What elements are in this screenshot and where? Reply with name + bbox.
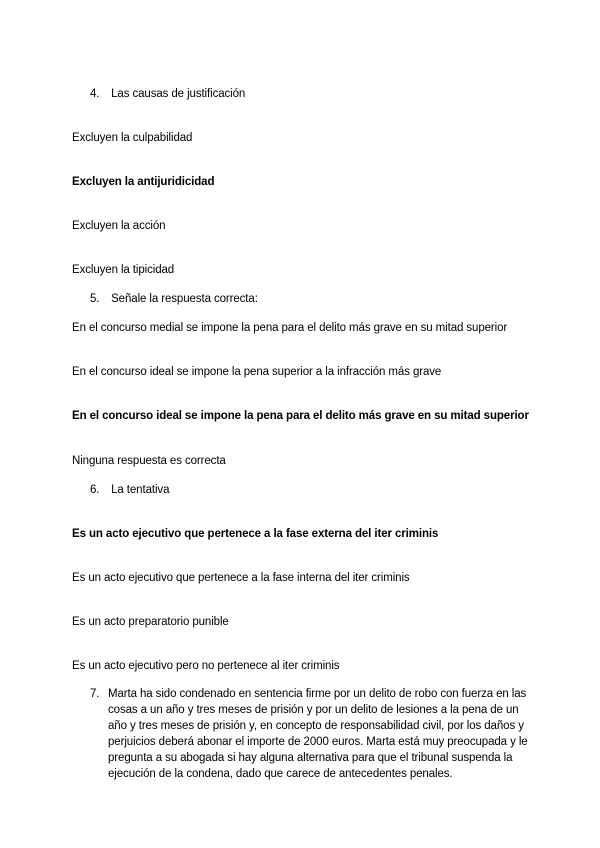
question-text: La tentativa [111,484,170,496]
answer-option: Excluyen la tipicidad [72,264,175,276]
answer-option: Es un acto preparatorio punible [72,616,229,628]
answer-option: Excluyen la acción [72,220,166,232]
answer-option-correct: En el concurso ideal se impone la pena para el delito más grave en su mitad superior [72,410,529,422]
question-text: Las causas de justificación [111,88,246,100]
answer-option-correct: Es un acto ejecutivo que pertenece a la fase externa del iter criminis [72,528,439,540]
question-number: 4. [90,88,100,100]
question-4 [90,87,245,102]
question-number: 6. [90,484,100,496]
answer-option-correct: Excluyen la antijuridicidad [72,176,215,188]
answer-option: Es un acto ejecutivo pero no pertenece al iter criminis [72,660,340,672]
question-5 [90,292,258,307]
question-text: Marta ha sido condenado en sentencia firme por un delito de robo con fuerza en las cosas a un año y tres meses de prisión y por un delito de lesiones a la pena de un año y tres meses de prisión y, en concepto de responsabilidad civil, por los daños y perjuicios deberá abonar el importe de 2000 euros. Marta está muy preocupada y le pregunta a su abogada si hay alguna alternativa para que el tribunal suspenda la ejecución de la condena, dado que carece de antecedentes penales. [108,688,528,780]
answer-option: En el concurso ideal se impone la pena superior a la infracción más grave [72,366,442,378]
answer-option: Es un acto ejecutivo que pertenece a la fase interna del iter criminis [72,572,410,584]
question-7 [90,686,530,782]
answer-option: Ninguna respuesta es correcta [72,455,226,467]
question-6 [90,483,169,498]
question-number: 7. [90,688,100,700]
answer-option: Excluyen la culpabilidad [72,132,193,144]
question-number: 5. [90,293,100,305]
answer-option: En el concurso medial se impone la pena para el delito más grave en su mitad superior [72,322,508,334]
question-text: Señale la respuesta correcta: [111,293,258,305]
